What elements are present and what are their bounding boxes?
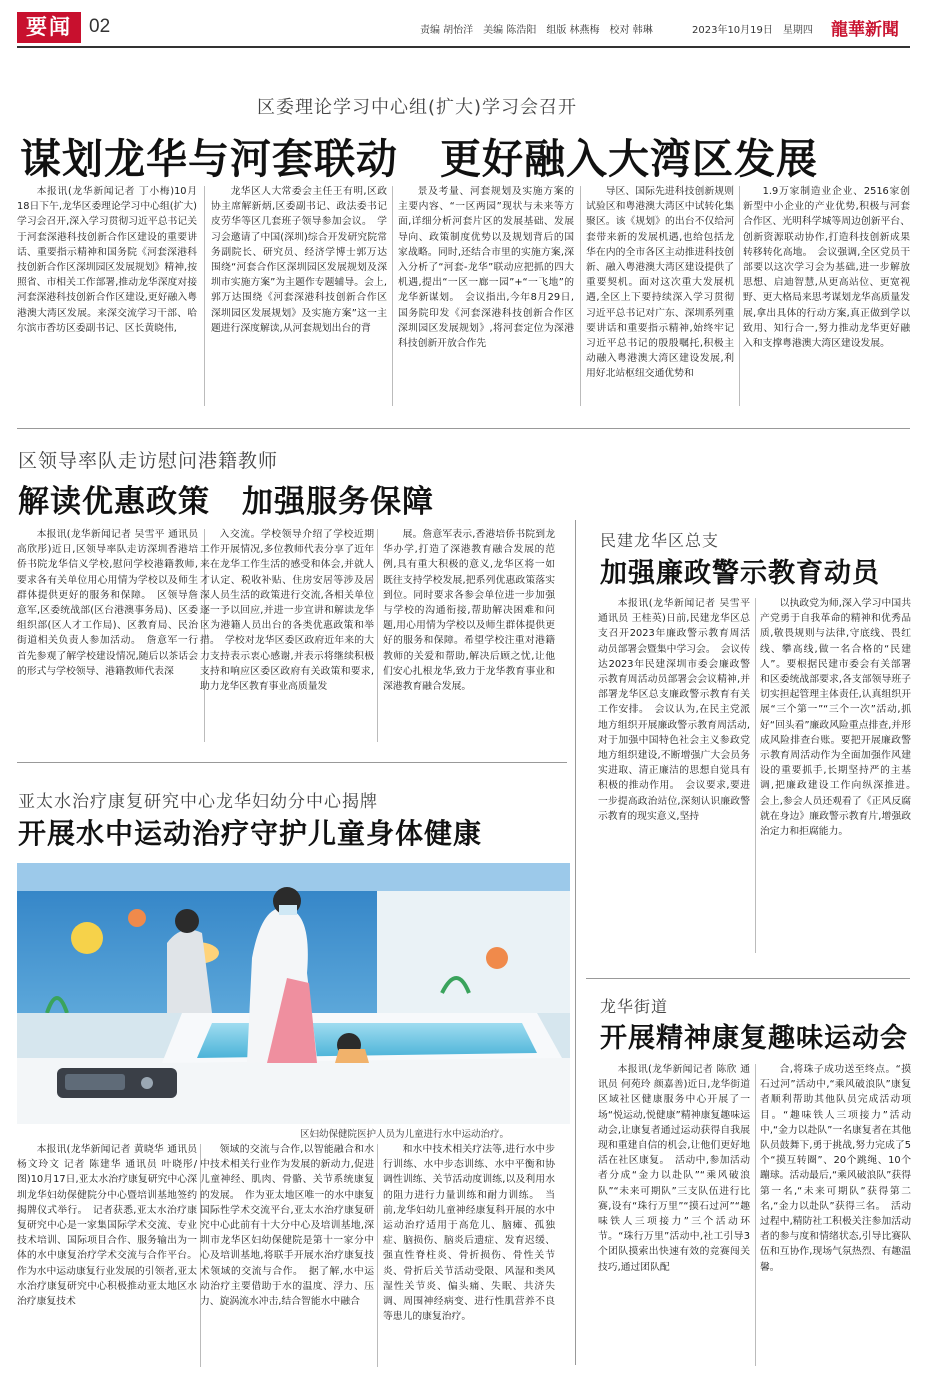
article2-column-2: 入交流。学校领导介绍了学校近期工作开展情况,多位教师代表分享了近年来在龙华工作生活的感受和体会,并就人才认定、税收补贴、住房安居等涉及居深人员生活的政策进行交流,各相关单位逐一予以回应,并进一步宣讲和解读龙华区为港籍人员出台的各类优惠政策和举措。 学校对龙华区委区政府近年来的大力支持表示衷心感谢,并表示将继续积极支持和响应区委区政府有关政策和要求,助力龙华区教育事业高质量发 — [200, 529, 374, 693]
right-column-divider — [575, 520, 576, 1365]
therapy-photo — [17, 863, 570, 1124]
article3-column-2: 以执政党为师,深入学习中国共产党勇于自我革命的精神和优秀品质,敬畏规则与法律,守底线、畏红线、攀高线,做一名合格的“民建人”。要根据民建市委会有关部署和区委统战部要求,各支部领导班子切实担起管理主体责任,认真组织开展“三个第一”“三个一次”活动,抓好“回头看”廉政风险重点排查,并形成风险排查台账。要把开展廉政警示教育周活动作为全面加强作风建设的重要抓手,长期坚持严的主基调,把廉政建设工作向纵深推进。 会上,参会人员还观看了《正风反腐就在身边》廉政警示教育片,增强政治定力和拒腐能力。 — [760, 598, 921, 838]
article1-kicker: 区委理论学习中心组(扩大)学习会召开 — [257, 97, 578, 118]
article3-bottom-rule — [586, 978, 910, 979]
article5-headline: 开展精神康复趣味运动会 — [600, 1023, 908, 1054]
article2-headline: 解读优惠政策 加强服务保障 — [18, 484, 434, 520]
article1-column-2: 龙华区人大常委会主任王有明,区政协主席解新炳,区委副书记、政法委书记皮劳华等区几套班子领导参加会议。 学习会邀请了中国(深圳)综合开发研究院常务副院长、研究员、经济学博士郭万达围绕“河套合作区深圳园区发展规划及深圳市实施方案”为主题作专题辅导。会上,郭万达围绕《河套深港科技创新合作区深圳园区发展规划》及实施方案”这一主题进行深度解读,从河套规划出台的背 — [211, 186, 387, 334]
article5-column-2: 合,将珠子成功送至终点。“摸石过河”活动中,“乘风破浪队”康复者顺利帮助其他队员完成活动项目。“趣味铁人三项接力”活动中,“金力以赴队”一名康复者在其他队员鼓舞下,勇于挑战,努力完成了5个“摸互转圈”、20个跳绳、10个蹦球。活动最后,“乘风破浪队”获得第一名,“未来可期队”获得第二名,“金力以赴队”获得三名。 活动过程中,精防社工积极关注参加活动者的参与度和情绪状态,引导比赛队伍和互协作,现场气氛热烈、有趣温馨。 — [760, 1064, 911, 1273]
article3-column-1: 本报讯(龙华新闻记者 吴雪平 通讯员 王桂英)日前,民建龙华区总支召开2023年廉政警示教育周活动员部署会暨集中学习会。 会议传达2023年民建深圳市委会廉政警示教育周活动员部署会会议精神,并部署龙华区总支廉政警示教育有关工作安排。 会议认为,在民主党派地方组织开展廉政警示教育周活动,对于加强中国特色社会主义参政党地方组织建设,不断增强广大会员务实进取、清正廉洁的思想自觉具有积极的推动作用。 会议要求,要进一步提高政治站位,深刻认识廉政警示教育的现实意义,坚持 — [598, 598, 750, 822]
article5-column-1: 本报讯(龙华新闻记者 陈欣 通讯员 何苑玲 颜嘉善)近日,龙华街道区域社区健康服务中心开展了一场“悦运动,悦健康”精神康复趣味运动会,让康复者通过运动获得自我展现和重建自信的机会,让他们更好地活在社区康复。 活动中,参加活动者分成“金力以赴队”“乘风破浪队”“未来可期队”三支队伍进行比赛,设有“珠行万里”“摸石过河”“趣味铁人三项接力”三个活动环节。“珠行万里”活动中,社工引导3个团队摸索出快速有效的竞赛闯关技巧,通过团队配 — [598, 1064, 750, 1273]
article4-column-1: 本报讯(龙华新闻记者 黄晓华 通讯员 杨文玲文 记者 陈建华 通讯员 叶晓彤/图)10月17日,亚太水治疗康复研究中心深圳龙华妇幼保健院分中心暨培训基地签约揭牌仪式举行。 记者获悉,亚太水治疗康复研究中心是一家集国际学术交流、专业技术培训、国际项目合作、服务输出为一体的水中康复治疗学术交流与合作平台。作为水中运动康复行业发展的引领者,亚太水治疗康复研究中心积极推动亚太地区水治疗康复技术 — [17, 1144, 197, 1308]
article4-headline: 开展水中运动治疗守护儿童身体健康 — [18, 817, 483, 850]
masthead-rule — [17, 46, 910, 48]
paper-name-logo: 龍華新聞 — [831, 20, 899, 40]
article2-column-1: 本报讯(龙华新闻记者 吴雪平 通讯员 高欣彤)近日,区领导率队走访深圳香港培侨书院龙华信义学校,慰问学校港籍教师,要求各有关单位用心用情为学校以及师生群体提供更好的服务和保障。 区领导詹意军,区委统战部(区台港澳事务局)、区委组织部(区人才工作局)、区教育局、民治街道相关负责人参加活动。 詹意军一行首先参观了解学校建设情况,随后以茶话会的形式与学校领导、港籍教师代表深 — [17, 529, 198, 677]
article4-column-3: 和水中技术相关疗法等,进行水中步行训练、水中步态训练、水中平衡和协调性训练、关节活动度训练,以及利用水的阻力进行力量训练和耐力训练。 当前,龙华妇幼儿童神经康复科开展的水中运动治疗适用于高危儿、脑瘫、孤独症、脑损伤、脑炎后遗症、发育迟缓、强直性脊柱炎、骨折损伤、骨性关节炎、骨折后关节活动受限、风湿和类风湿性关节炎、偏头痛、失眠、共济失调、周围神经病变、进行性肌营养不良等患儿的康复治疗。 — [383, 1144, 555, 1323]
article1-column-4: 导区、国际先进科技创新规则试验区和粤港澳大湾区中试转化集聚区。该《规划》的出台不仅给河套带来新的发展机遇,也给包括龙华在内的全市各区主动推进科技创新、融入粤港澳大湾区建设提供了重要契机。面对这次重大发展机遇,全区上下要持续深入学习贯彻习近平总书记对广东、深圳系列重要讲话和重要指示精神,始终牢记习近平总书记的殷殷嘱托,积极主动融入粤港澳大湾区建设发展,利用好北站枢纽交通优势和 — [586, 186, 734, 380]
article1-headline: 谋划龙华与河套联动 更好融入大湾区发展 — [20, 135, 818, 183]
article3-kicker: 民建龙华区总支 — [600, 531, 720, 550]
section-label: 要闻 — [26, 15, 72, 39]
article2-bottom-rule — [17, 762, 567, 763]
issue-date: 2023年10月19日 星期四 — [692, 25, 813, 36]
page-number: 02 — [89, 16, 111, 37]
article1-column-5: 1.9万家制造业企业、2516家创新型中小企业的产业优势,积极与河套合作区、光明科学城等周边创新平台、创新资源联动协作,打造科技创新成果转移转化高地。 会议强调,全区党员干部要以这次学习会为基础,进一步解放思想、启迪智慧,从更高站位、更宽视野、更大格局来思考谋划龙华高质量发展,拿出具体的行动方案,真正做到学以致用、知行合一,努力推动龙华更好融入和支撑粤港澳大湾区建设发展。 — [743, 186, 910, 350]
article1-bottom-rule — [17, 428, 910, 429]
article2-column-3: 展。詹意军表示,香港培侨书院到龙华办学,打造了深港教育融合发展的范例,具有重大积极的意义,龙华区将一如既往支持学校发展,把系列优惠政策落实到位。同时要求各参会单位进一步加强与学校的沟通衔接,帮助解决困难和问题,用心用情为学校以及师生群体提供更好的服务和保障。希望学校注重对港籍教师的关爱和帮助,解决后顾之忧,让他们安心扎根龙华,致力于龙华教育事业和深港教育融合发展。 — [383, 529, 555, 693]
editor-credits: 责编 胡怡洋 美编 陈浩阳 组版 林燕梅 校对 韩琳 — [420, 25, 653, 36]
article4-kicker: 亚太水治疗康复研究中心龙华妇幼分中心揭牌 — [18, 792, 378, 812]
article5-kicker: 龙华街道 — [600, 997, 669, 1016]
article3-headline: 加强廉政警示教育动员 — [600, 558, 880, 589]
photo-caption: 区妇幼保健院医护人员为儿童进行水中运动治疗。 — [300, 1129, 510, 1140]
article4-column-2: 领域的交流与合作,以智能融合和水中技术相关行业作为发展的新动力,促进儿童神经、肌肉、骨骼、关节系统康复的发展。 作为亚太地区唯一的水中康复国际性学术交流平台,亚太水治疗康复研究中心此前有十大分中心及培训基地,深圳市龙华区妇幼保健院是第十一家分中心及培训基地,将联手开展水治疗康复技术领域的交流与合作。 据了解,水中运动治疗主要借助于水的温度、浮力、压力、旋涡流水冲击,结合智能水中融合 — [200, 1144, 374, 1308]
article2-kicker: 区领导率队走访慰问港籍教师 — [18, 450, 279, 472]
article1-column-1: 本报讯(龙华新闻记者 丁小梅)10月18日下午,龙华区委理论学习中心组(扩大)学习会召开,深入学习贯彻习近平总书记关于河套深港科技创新合作区建设的重要讲话、重要指示精神和国务院《河套深港科技创新合作区深圳园区发展规划》精神,按照省、市相关工作部署,推动龙华深度对接河套深港科技创新合作区建设,更好融入粤港澳大湾区发展。来深交流学习干部、哈尔滨市香坊区委副书记、区长黄晓伟, — [17, 186, 197, 334]
article1-column-3: 景及考量、河套规划及实施方案的主要内容、“一区两园”现状与未来等方面,详细分析河套片区的发展基础、发展导向、政策制度优势以及规划背后的国家战略。同时,还结合市里的实施方案,深入分析了“河套-龙华”联动应把抓的四大机遇,提出“一区一廊一园”+“一飞地”的龙华新谋划。 会议指出,今年8月29日,国务院印发《河套深港科技创新合作区深圳园区发展规划》,将河套定位为深港科技创新开放合作先 — [398, 186, 574, 350]
